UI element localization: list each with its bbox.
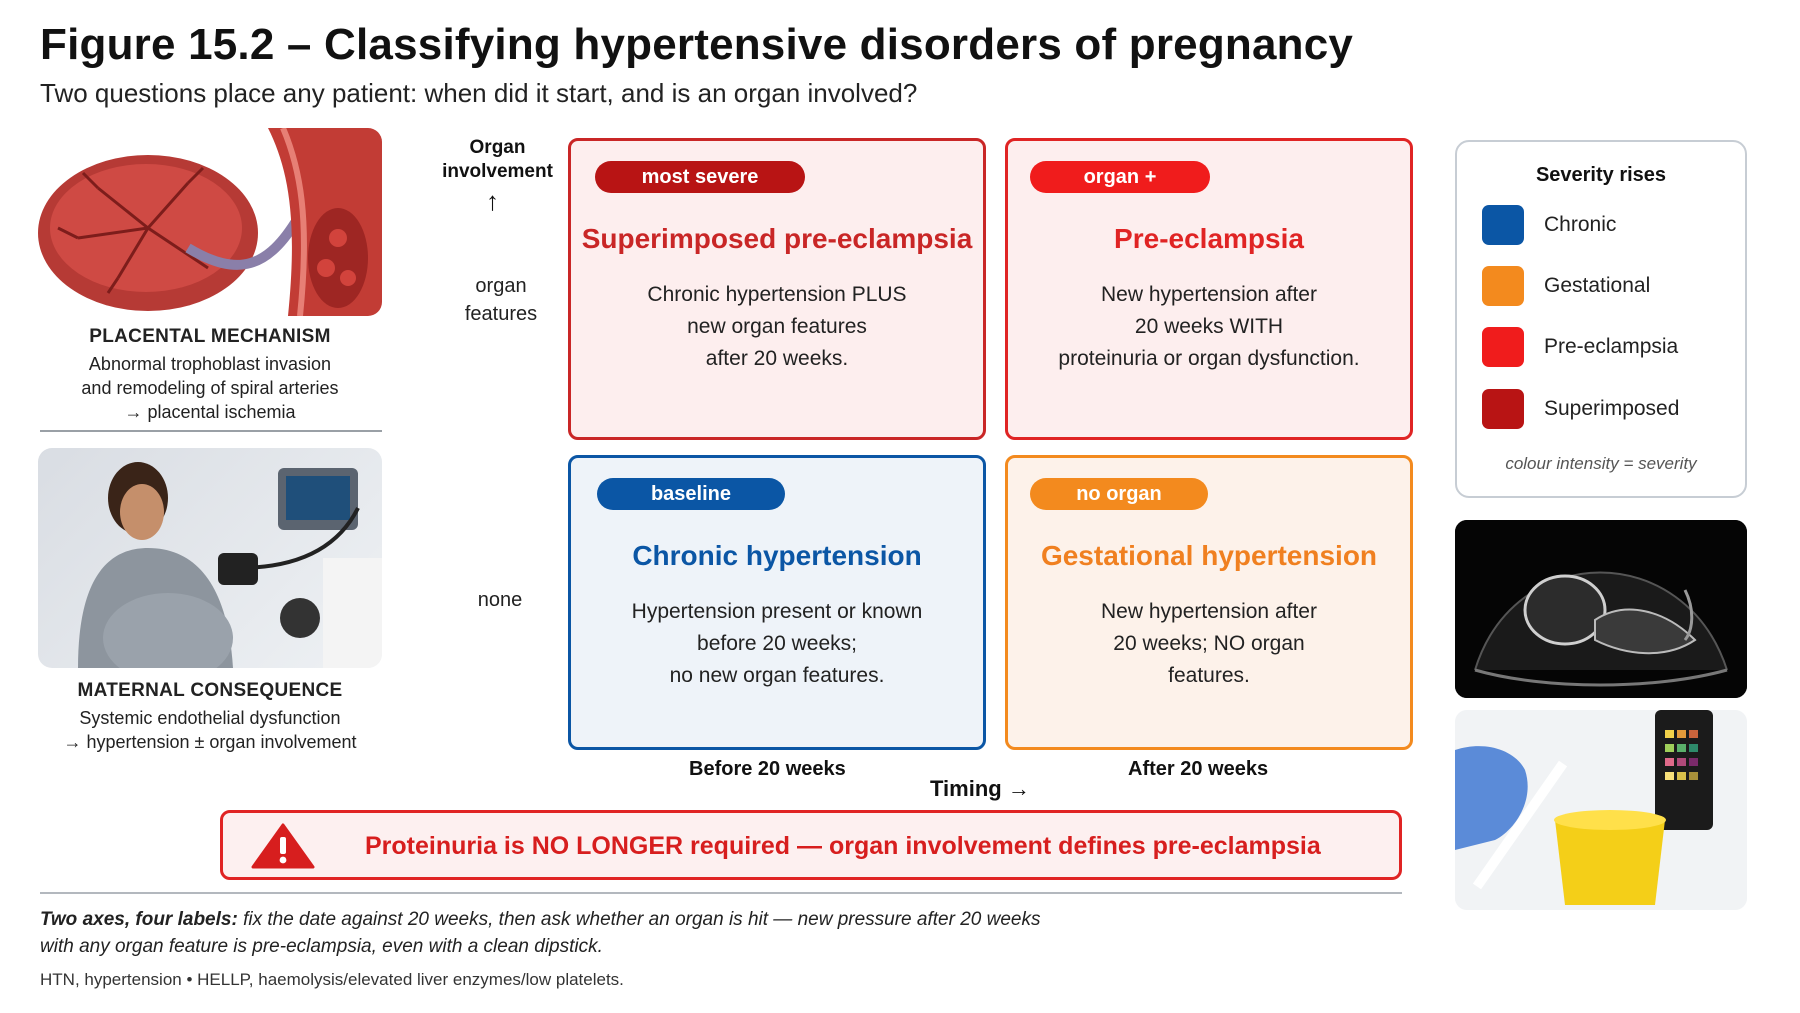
placental-line-1: Abnormal trophoblast invasion bbox=[88, 354, 332, 374]
maternal-line-2: → hypertension ± organ involvement bbox=[63, 732, 357, 752]
warning-text: Proteinuria is NO LONGER required — organ involvement defines pre-eclampsia bbox=[365, 832, 1321, 860]
abbreviations: HTN, hypertension • HELLP, haemolysis/elevated liver enzymes/low platelets. bbox=[40, 970, 624, 989]
quadrant-title-superimposed: Superimposed pre-eclampsia bbox=[581, 223, 973, 254]
superimposed-line-3: after 20 weeks. bbox=[705, 347, 849, 370]
placental-mechanism-caption bbox=[38, 326, 382, 424]
x-tick-before-20-weeks: Before 20 weeks bbox=[689, 758, 846, 780]
quadrant-title-preeclampsia: Pre-eclampsia bbox=[1114, 223, 1304, 254]
chronic-line-3: no new organ features. bbox=[669, 664, 885, 687]
warning-banner bbox=[220, 810, 1402, 880]
legend-swatch-preeclampsia bbox=[1482, 327, 1524, 367]
chronic-line-1: Hypertension present or known bbox=[631, 600, 923, 623]
gestational-line-2: 20 weeks; NO organ bbox=[1113, 632, 1305, 655]
blood-pressure-photo bbox=[38, 448, 382, 668]
warning-triangle-icon bbox=[251, 823, 315, 869]
placental-mechanism-heading: PLACENTAL MECHANISM bbox=[89, 326, 331, 347]
superimposed-line-1: Chronic hypertension PLUS bbox=[647, 283, 907, 306]
legend-label-superimposed: Superimposed bbox=[1544, 397, 1680, 420]
y-axis-title bbox=[430, 136, 565, 184]
quadrant-body-chronic bbox=[571, 596, 983, 692]
legend-swatch-superimposed bbox=[1482, 389, 1524, 429]
quadrant-title-chronic: Chronic hypertension bbox=[632, 540, 922, 571]
y-tick-top-line-2: features bbox=[464, 303, 538, 325]
figure-title: Figure 15.2 – Classifying hypertensive disorders of pregnancy bbox=[40, 20, 1354, 69]
tag-organ-plus: organ + bbox=[1030, 161, 1210, 193]
tag-no-organ: no organ bbox=[1030, 478, 1208, 510]
quadrant-chronic-hypertension bbox=[568, 455, 986, 750]
y-tick-none: none bbox=[477, 589, 523, 611]
tag-most-severe: most severe bbox=[595, 161, 805, 193]
legend-label-preeclampsia: Pre-eclampsia bbox=[1544, 335, 1679, 358]
quadrant-body-gestational bbox=[1008, 596, 1410, 692]
footnote bbox=[40, 906, 1420, 960]
footnote-line-2: with any organ feature is pre-eclampsia, even with a clean dipstick. bbox=[40, 936, 603, 957]
ultrasound-image bbox=[1455, 520, 1747, 698]
bottom-divider bbox=[40, 892, 1402, 894]
placental-line-2: and remodeling of spiral arteries bbox=[81, 378, 339, 398]
figure-subtitle: Two questions place any patient: when did it start, and is an organ involved? bbox=[40, 78, 918, 108]
y-tick-top-line-1: organ bbox=[475, 275, 527, 297]
quadrant-gestational-hypertension bbox=[1005, 455, 1413, 750]
up-arrow-icon: ↑ bbox=[486, 186, 499, 216]
left-divider bbox=[40, 430, 382, 432]
legend-swatch-chronic bbox=[1482, 205, 1524, 245]
quadrant-body-superimposed bbox=[571, 279, 983, 375]
gestational-line-3: features. bbox=[1168, 664, 1250, 687]
legend-note: colour intensity = severity bbox=[1505, 454, 1697, 473]
quadrant-preeclampsia bbox=[1005, 138, 1413, 440]
quadrant-title-gestational: Gestational hypertension bbox=[1040, 540, 1378, 571]
maternal-line-1: Systemic endothelial dysfunction bbox=[79, 708, 341, 728]
y-axis-title-line-2: involvement bbox=[442, 161, 553, 182]
quadrant-superimposed-preeclampsia bbox=[568, 138, 986, 440]
gestational-line-1: New hypertension after bbox=[1101, 600, 1317, 623]
tag-baseline: baseline bbox=[597, 478, 785, 510]
x-axis-title: Timing → bbox=[930, 776, 1030, 801]
severity-legend bbox=[1455, 140, 1747, 498]
quadrant-body-preeclampsia bbox=[1008, 279, 1410, 375]
urine-dipstick-photo bbox=[1455, 710, 1747, 910]
legend-label-gestational: Gestational bbox=[1544, 274, 1651, 297]
preeclampsia-line-2: 20 weeks WITH bbox=[1134, 315, 1284, 338]
legend-label-chronic: Chronic bbox=[1544, 213, 1617, 236]
maternal-consequence-heading: MATERNAL CONSEQUENCE bbox=[77, 680, 343, 701]
placenta-illustration bbox=[38, 128, 382, 316]
preeclampsia-line-3: proteinuria or organ dysfunction. bbox=[1058, 347, 1360, 370]
superimposed-line-2: new organ features bbox=[687, 315, 867, 338]
legend-swatch-gestational bbox=[1482, 266, 1524, 306]
x-tick-after-20-weeks: After 20 weeks bbox=[1128, 758, 1269, 780]
y-tick-organ-features bbox=[441, 272, 561, 328]
maternal-consequence-caption bbox=[38, 680, 382, 754]
y-axis-title-line-1: Organ bbox=[469, 137, 526, 158]
footnote-line-1-text: fix the date against 20 weeks, then ask whether an organ is hit — new pressure after 20 weeks bbox=[237, 909, 1041, 930]
preeclampsia-line-1: New hypertension after bbox=[1101, 283, 1317, 306]
footnote-line-1 bbox=[40, 906, 1420, 933]
legend-title: Severity rises bbox=[1535, 164, 1667, 186]
footnote-bold-lead: Two axes, four labels: bbox=[40, 909, 238, 930]
chronic-line-2: before 20 weeks; bbox=[697, 632, 857, 655]
placental-line-3: → placental ischemia bbox=[124, 402, 296, 422]
